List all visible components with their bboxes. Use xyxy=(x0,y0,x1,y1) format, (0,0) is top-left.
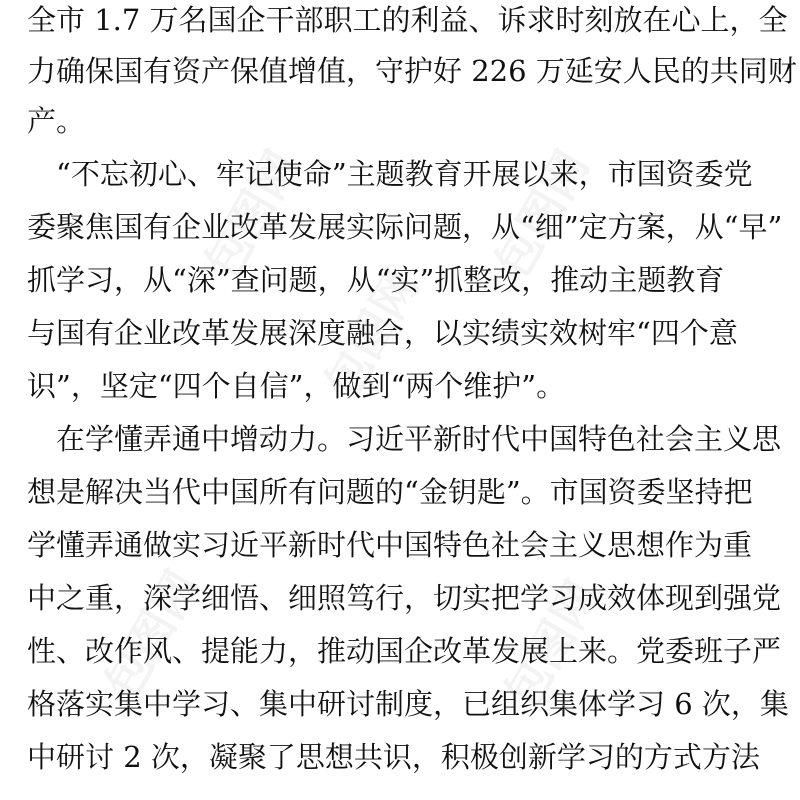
text-line: 全市 1.7 万名国企干部职工的利益、诉求时刻放在心上，全 xyxy=(27,3,788,37)
watermark: 包图网 xyxy=(93,561,210,708)
watermark: 包图网 xyxy=(493,571,610,718)
text-line: “不忘初心、牢记使命”主题教育开展以来，市国资委党 xyxy=(27,157,753,191)
text-line: 产。 xyxy=(27,104,86,138)
watermark: 包图网 xyxy=(193,141,310,288)
text-line: 中研讨 2 次，凝聚了思想共识，积极创新学习的方式方法 xyxy=(27,740,760,774)
text-line: 中之重，深学细悟、细照笃行，切实把学习成效体现到强党 xyxy=(27,581,782,615)
text-line: 格落实集中学习、集中研讨制度，已组织集体学习 6 次，集 xyxy=(27,687,789,721)
text-line: 在学懂弄通中增动力。习近平新时代中国特色社会主义思 xyxy=(27,422,782,456)
text-line: 想是解决当代中国所有问题的“金钥匙”。市国资委坚持把 xyxy=(27,475,753,509)
watermark: 包图网 xyxy=(313,261,430,408)
text-line: 力确保国有资产保值增值，守护好 226 万延安人民的共同财 xyxy=(27,54,797,88)
text-line: 学懂弄通做实习近平新时代中国特色社会主义思想作为重 xyxy=(27,528,753,562)
text-line: 委聚焦国有企业改革发展实际问题，从“细”定方案，从“早” xyxy=(27,210,783,244)
watermark: 包图网 xyxy=(483,141,600,288)
text-line: 识”，坚定“四个自信”，做到“两个维护”。 xyxy=(27,369,566,403)
text-line: 抓学习，从“深”查问题，从“实”抓整改，推动主题教育 xyxy=(27,263,725,297)
document-body xyxy=(27,0,797,784)
text-line: 性、改作风、提能力，推动国企改革发展上来。党委班子严 xyxy=(27,634,782,668)
text-line: 与国有企业改革发展深度融合，以实绩实效树牢“四个意 xyxy=(27,316,738,350)
